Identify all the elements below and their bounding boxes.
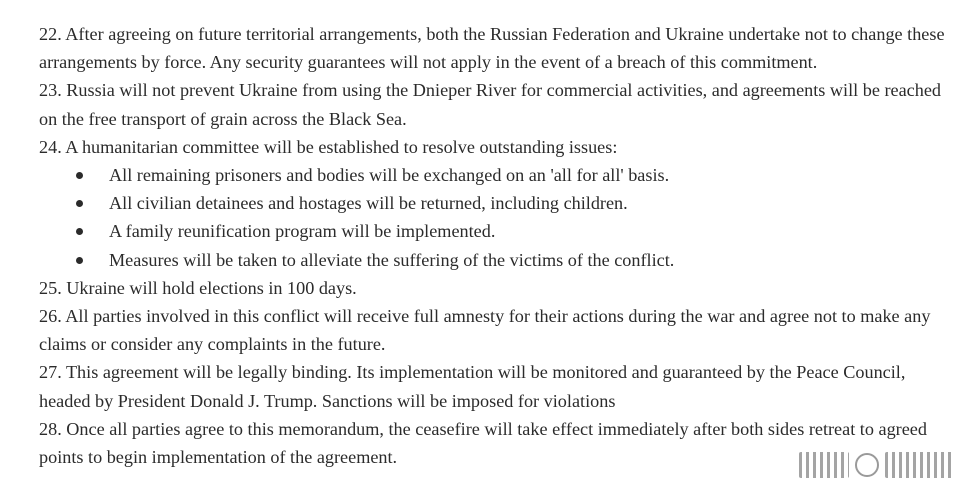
bullet-icon	[76, 257, 83, 264]
watermark-glyph-icon	[799, 452, 849, 478]
list-item: A family reunification program will be implemented.	[109, 217, 959, 245]
clause-24: 24. A humanitarian committee will be established to resolve outstanding issues:	[39, 136, 618, 157]
watermark-glyph-icon	[885, 452, 955, 478]
clause-25: 25. Ukraine will hold elections in 100 days.	[39, 277, 357, 298]
clause-27: 27. This agreement will be legally binding. Its implementation will be monitored and guaranteed by the Peace Council, headed by President Donald J. Trump. Sanctions will be imposed for violations	[39, 362, 906, 411]
watermark-circle-icon	[855, 453, 879, 477]
list-item: Measures will be taken to alleviate the suffering of the victims of the conflict.	[109, 246, 959, 274]
bullet-icon	[76, 172, 83, 179]
list-item: All remaining prisoners and bodies will be exchanged on an 'all for all' basis.	[109, 161, 959, 189]
bullet-icon	[76, 200, 83, 207]
clause-28: 28. Once all parties agree to this memorandum, the ceasefire will take effect immediately after both sides retreat to agreed points to begin implementation of the agreement.	[39, 418, 927, 468]
bullet-icon	[76, 228, 83, 235]
clause-26: 26. All parties involved in this conflict will receive full amnesty for their actions during the war and agree not to make any claims or consider any complaints in the future.	[39, 306, 931, 355]
document-body	[39, 20, 959, 471]
watermark-logo	[791, 449, 963, 481]
list-item: All civilian detainees and hostages will be returned, including children.	[109, 189, 959, 217]
clause-23: 23. Russia will not prevent Ukraine from using the Dnieper River for commercial activities, and agreements will be reached on the free transport of grain across the Black Sea.	[39, 80, 942, 129]
humanitarian-list	[39, 161, 959, 274]
clause-22: 22. After agreeing on future territorial arrangements, both the Russian Federation and Ukraine undertake not to change these arrangements by force. Any security guarantees will not apply in the event of a breach of this commitment.	[39, 24, 945, 73]
